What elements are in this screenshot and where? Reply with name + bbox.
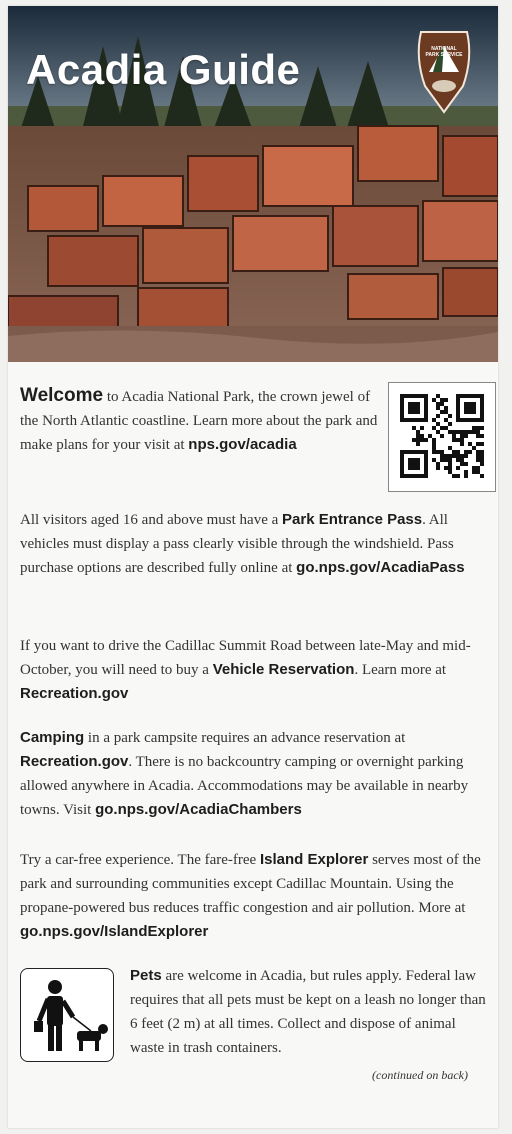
pass-link[interactable]: go.nps.gov/AcadiaPass bbox=[296, 559, 465, 576]
camping-text-2: . There is no backcountry camping or overnight parking allowed anywhere in Acadia. Accommodations may be available in nearby towns. Visit bbox=[20, 754, 469, 818]
pet-pictogram bbox=[21, 969, 113, 1061]
camping-link-1[interactable]: Recreation.gov bbox=[20, 753, 129, 770]
hero-photo bbox=[8, 6, 498, 362]
camping-heading: Camping bbox=[20, 729, 85, 746]
camping-section bbox=[20, 726, 490, 822]
camping-text-1: in a park campsite requires an advance reservation at bbox=[87, 730, 406, 746]
explorer-text-2: serves most of the park and surrounding communities except Cadillac Mountain. Using the propane-powered bus reduces traffic congestion and air pollution. More at bbox=[20, 852, 481, 916]
vehicle-bold: Vehicle Reservation bbox=[212, 661, 355, 678]
pets-section bbox=[130, 964, 486, 1060]
guide-card bbox=[8, 6, 498, 1128]
pass-text-1: All visitors aged 16 and above must have a bbox=[20, 512, 279, 528]
qr-code-graphic bbox=[389, 383, 495, 491]
vehicle-text-1: If you want to drive the Cadillac Summit Road between late-May and mid-October, you will need to buy a bbox=[20, 638, 471, 678]
vehicle-reservation-section bbox=[20, 634, 490, 706]
person-walking-dog-icon bbox=[20, 968, 114, 1062]
continued-note: (continued on back) bbox=[372, 1068, 468, 1082]
explorer-text-1: Try a car-free experience. The fare-free bbox=[20, 852, 257, 868]
entrance-pass-section bbox=[20, 508, 490, 580]
pets-heading: Pets bbox=[130, 967, 162, 984]
vehicle-link[interactable]: Recreation.gov bbox=[20, 685, 129, 702]
welcome-link[interactable]: nps.gov/acadia bbox=[188, 436, 297, 453]
welcome-heading: Welcome bbox=[20, 385, 104, 406]
island-explorer-section bbox=[20, 848, 490, 944]
pass-bold: Park Entrance Pass bbox=[282, 511, 423, 528]
logo-text: NATIONAL PARK SERVICE bbox=[425, 46, 463, 58]
explorer-link[interactable]: go.nps.gov/IslandExplorer bbox=[20, 923, 209, 940]
welcome-section bbox=[20, 384, 380, 457]
qr-code-icon bbox=[388, 382, 496, 492]
page-title: Acadia Guide bbox=[26, 46, 301, 93]
welcome-text: to Acadia National Park, the crown jewel of the North Atlantic coastline. Learn more about the park and make plans for your visit at bbox=[20, 389, 378, 453]
vehicle-text-2: . Learn more at bbox=[354, 662, 447, 678]
nps-arrowhead-logo bbox=[413, 28, 475, 114]
camping-link-2[interactable]: go.nps.gov/AcadiaChambers bbox=[95, 801, 302, 818]
explorer-bold: Island Explorer bbox=[259, 851, 369, 868]
pets-text: are welcome in Acadia, but rules apply. Federal law requires that all pets must be kept on a leash no longer than 6 feet (2 m) at all times. Collect and dispose of animal waste in trash containers. bbox=[130, 968, 486, 1056]
pass-text-2: . All vehicles must display a pass clearly visible through the windshield. Pass purchase options are described fully online at bbox=[20, 512, 454, 576]
